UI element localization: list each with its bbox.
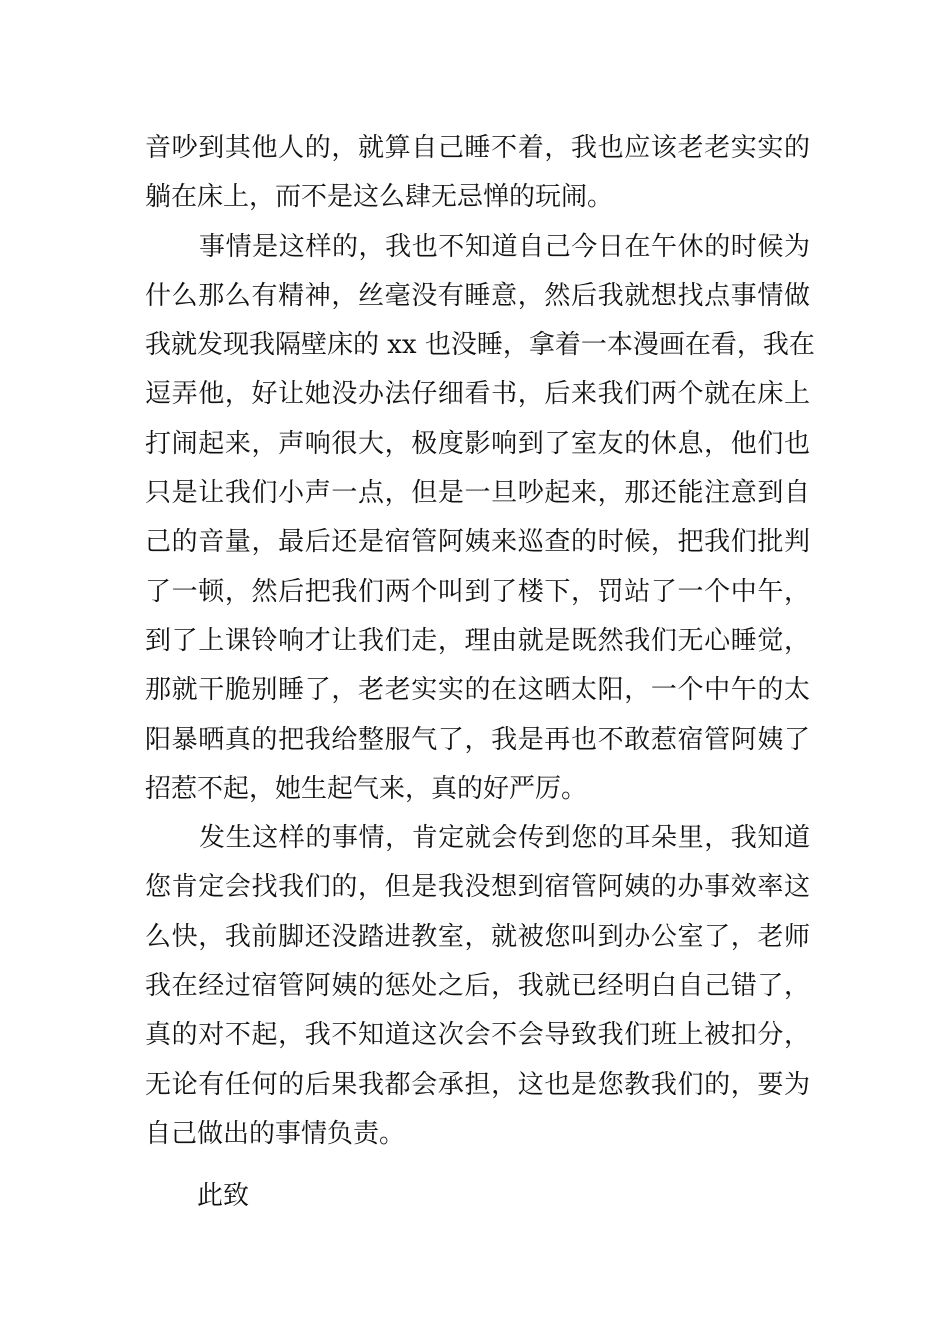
closing-salutation: 此致 bbox=[197, 1181, 250, 1211]
paragraph-line: 阳暴晒真的把我给整服气了，我是再也不敢惹宿管阿姨了 bbox=[145, 724, 810, 755]
paragraph-line: 发生这样的事情，肯定就会传到您的耳朵里，我知道 bbox=[199, 823, 810, 854]
paragraph-line: 打闹起来，声响很大，极度影响到了室友的休息，他们也 bbox=[145, 428, 810, 459]
paragraph-line: 我就发现我隔壁床的 xx 也没睡，拿着一本漫画在看，我在 bbox=[145, 330, 815, 361]
paragraph-line: 己的音量，最后还是宿管阿姨来巡查的时候，把我们批判 bbox=[145, 527, 810, 558]
paragraph-line: 无论有任何的后果我都会承担，这也是您教我们的，要为 bbox=[145, 1069, 810, 1100]
paragraph-line: 躺在床上，而不是这么肆无忌惮的玩闹。 bbox=[145, 182, 614, 213]
paragraph-line: 我在经过宿管阿姨的惩处之后，我就已经明白自己错了， bbox=[145, 971, 810, 1002]
paragraph-line: 那就干脆别睡了，老老实实的在这晒太阳，一个中午的太 bbox=[145, 675, 810, 706]
paragraph bbox=[145, 223, 815, 815]
paragraph-line: 什么那么有精神，丝毫没有睡意，然后我就想找点事情做 bbox=[145, 280, 810, 311]
paragraph-line: 您肯定会找我们的，但是我没想到宿管阿姨的办事效率这 bbox=[145, 872, 810, 903]
paragraph-line: 么快，我前脚还没踏进教室，就被您叫到办公室了，老师 bbox=[145, 921, 810, 952]
paragraph bbox=[145, 814, 810, 1159]
paragraph-line: 了一顿，然后把我们两个叫到了楼下，罚站了一个中午， bbox=[145, 576, 810, 607]
paragraph-line: 只是让我们小声一点，但是一旦吵起来，那还能注意到自 bbox=[145, 478, 810, 509]
paragraph-line: 音吵到其他人的，就算自己睡不着，我也应该老老实实的 bbox=[145, 133, 810, 163]
paragraph-line: 招惹不起，她生起气来，真的好严厉。 bbox=[145, 773, 588, 804]
document-body bbox=[145, 124, 815, 1159]
paragraph-line: 事情是这样的，我也不知道自己今日在午休的时候为 bbox=[199, 231, 810, 262]
paragraph-line: 逗弄他，好让她没办法仔细看书，后来我们两个就在床上 bbox=[145, 379, 810, 410]
paragraph-line: 到了上课铃响才让我们走，理由就是既然我们无心睡觉， bbox=[145, 625, 810, 656]
paragraph-line: 自己做出的事情负责。 bbox=[145, 1118, 406, 1149]
paragraph bbox=[145, 124, 810, 223]
paragraph-line: 真的对不起，我不知道这次会不会导致我们班上被扣分， bbox=[145, 1020, 810, 1051]
